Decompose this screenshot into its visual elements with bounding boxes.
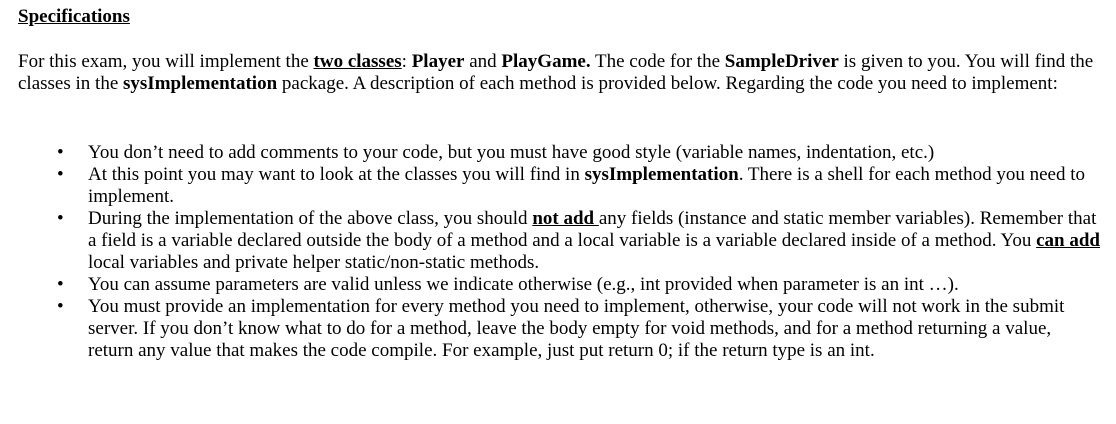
list-item bbox=[0, 274, 1100, 296]
player-class-name: Player bbox=[411, 51, 465, 72]
list-item-text: You must provide an implementation for every method you need to implement, otherwise, your code will not work in the submit server. If you don’t know what to do for a method, leave the body empty for void methods, and for a method returning a value, return any value that makes the code compile. For example, just put return 0; if the return type is an int. bbox=[88, 296, 1065, 361]
bullet-icon: • bbox=[57, 296, 64, 317]
can-add-emphasis: can add bbox=[1036, 230, 1100, 251]
list-item-text: . There is a shell for each method you need to implement. bbox=[88, 164, 1086, 207]
two-classes-emphasis: two classes bbox=[313, 51, 402, 72]
list-item bbox=[0, 142, 1100, 164]
intro-text: and bbox=[464, 51, 502, 72]
requirements-list bbox=[0, 142, 1116, 362]
bullet-icon: • bbox=[57, 274, 64, 295]
intro-text: : bbox=[401, 51, 412, 72]
bullet-icon: • bbox=[57, 142, 64, 163]
package-name: sysImplementation bbox=[123, 73, 278, 94]
list-item bbox=[0, 164, 1100, 208]
list-item-text: any fields (instance and static member variables). Remember that a field is a variable declared outside the body of a method and a local variable is a variable declared inside of a method. You bbox=[88, 208, 1097, 251]
package-name: sysImplementation bbox=[584, 164, 739, 185]
list-item bbox=[0, 208, 1100, 274]
intro-text: package. A description of each method is provided below. Regarding the code you need to implement: bbox=[277, 73, 1058, 94]
bullet-icon: • bbox=[57, 208, 64, 229]
intro-text: is given to you. You will find the classes in the bbox=[18, 51, 1094, 94]
intro-text: For this exam, you will implement the bbox=[18, 51, 314, 72]
section-heading: Specifications bbox=[18, 6, 130, 27]
list-item-text: You don’t need to add comments to your code, but you must have good style (variable names, indentation, etc.) bbox=[88, 142, 935, 163]
playgame-class-name: PlayGame. bbox=[501, 51, 591, 72]
list-item-text: During the implementation of the above class, you should bbox=[88, 208, 533, 229]
list-item-text: You can assume parameters are valid unless we indicate otherwise (e.g., int provided when parameter is an int …). bbox=[88, 274, 959, 295]
sampledriver-class-name: SampleDriver bbox=[724, 51, 839, 72]
list-item-text: local variables and private helper static/non-static methods. bbox=[88, 252, 540, 273]
bullet-icon: • bbox=[57, 164, 64, 185]
intro-paragraph bbox=[18, 51, 1108, 95]
not-add-emphasis: not add bbox=[532, 208, 599, 229]
intro-text: The code for the bbox=[590, 51, 725, 72]
list-item-text: At this point you may want to look at the classes you will find in bbox=[88, 164, 585, 185]
list-item bbox=[0, 296, 1100, 362]
